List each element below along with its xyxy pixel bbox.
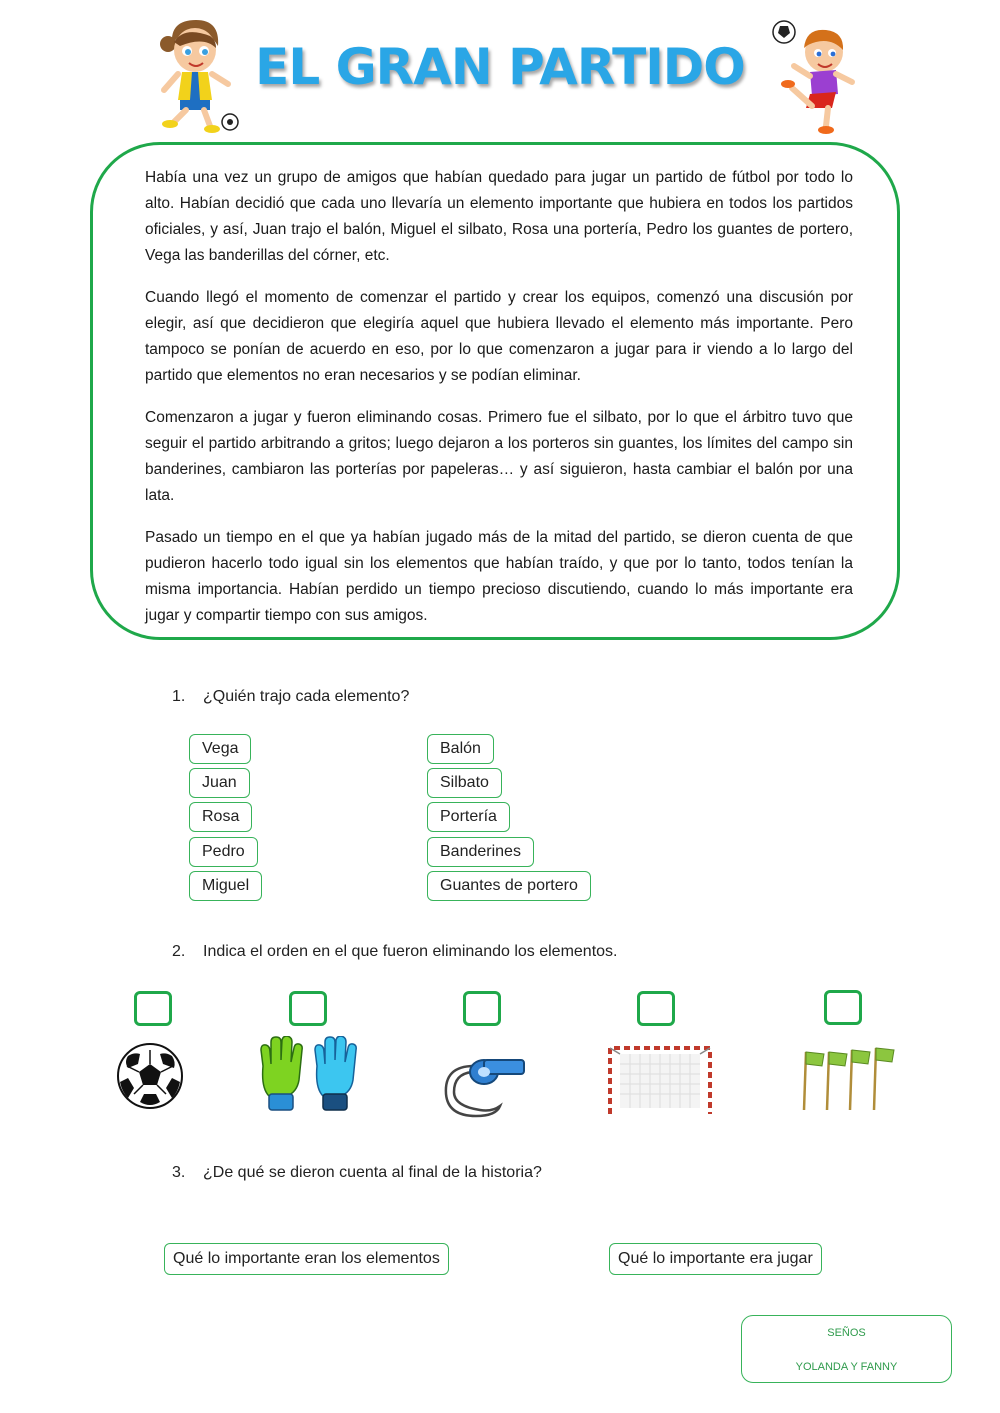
answer-option-elementos[interactable]: Qué lo importante eran los elementos — [164, 1243, 449, 1275]
goalkeeper-gloves-icon — [257, 1036, 357, 1120]
name-chip-juan[interactable]: Juan — [189, 768, 250, 798]
question-text: ¿Quién trajo cada elemento? — [203, 688, 410, 705]
name-chip-rosa[interactable]: Rosa — [189, 802, 252, 832]
boy-kicking-ball-illustration — [766, 18, 858, 136]
question-3 — [172, 1164, 542, 1182]
question-text: ¿De qué se dieron cuenta al final de la historia? — [203, 1164, 542, 1181]
question-number: 3. — [172, 1164, 186, 1181]
credit-line-1: SEÑOS — [827, 1327, 866, 1339]
goal-icon — [606, 1044, 716, 1116]
page-title: EL GRAN PARTIDO — [255, 38, 745, 96]
order-box-gloves[interactable] — [289, 991, 327, 1026]
story-paragraph: Pasado un tiempo en el que ya habían jugado más de la mitad del partido, se dieron cuenta de que pudieron hacerlo todo igual sin los elementos que habían traído, y que por lo tanto, todos tenían la misma importancia. Habían perdido un tiempo precioso discutiendo, cuando lo más importante era jugar y compartir tiempo con sus amigos. — [145, 529, 853, 624]
story-box — [90, 142, 900, 640]
story-paragraph: Comenzaron a jugar y fueron eliminando cosas. Primero fue el silbato, por lo que el árbitro tuvo que seguir el partido arbitrando a gritos; luego dejaron a los porteros sin guantes, los límites del campo sin banderines, cambiaron las porterías por papeleras… y así siguieron, hasta cambiar el balón por una lata. — [145, 409, 853, 504]
order-box-ball[interactable] — [134, 991, 172, 1026]
element-chip-balon[interactable]: Balón — [427, 734, 494, 764]
answer-option-jugar[interactable]: Qué lo importante era jugar — [609, 1243, 822, 1275]
credit-box — [741, 1315, 952, 1383]
corner-flags-icon — [800, 1044, 898, 1112]
whistle-icon — [440, 1046, 530, 1120]
order-box-flags[interactable] — [824, 990, 862, 1025]
question-text: Indica el orden en el que fueron eliminando los elementos. — [203, 943, 618, 960]
name-chip-pedro[interactable]: Pedro — [189, 837, 258, 867]
soccer-ball-icon — [116, 1042, 184, 1110]
name-chip-vega[interactable]: Vega — [189, 734, 251, 764]
name-chip-miguel[interactable]: Miguel — [189, 871, 262, 901]
question-number: 1. — [172, 688, 186, 705]
question-1 — [172, 688, 409, 706]
girl-soccer-player-illustration — [150, 14, 242, 136]
story-paragraph: Cuando llegó el momento de comenzar el partido y crear los equipos, comenzó una discusión por elegir, así que decidieron que elegiría aquel que hubiera llevado el elemento más importante. Pero tampoco se ponían de acuerdo en eso, por lo que comenzaron a jugar para ir viendo a lo largo del partido que elementos no eran necesarios y se podían eliminar. — [145, 289, 853, 384]
element-chip-guantes[interactable]: Guantes de portero — [427, 871, 591, 901]
question-number: 2. — [172, 943, 186, 960]
story-paragraph: Había una vez un grupo de amigos que habían quedado para jugar un partido de fútbol por todo lo alto. Habían decidió que cada uno llevaría un elemento importante que hubiera en todos los partidos oficiales, y así, Juan trajo el balón, Miguel el silbato, Rosa una portería, Pedro los guantes de portero, Vega las banderillas del córner, etc. — [145, 169, 853, 264]
element-chip-silbato[interactable]: Silbato — [427, 768, 502, 798]
element-chip-banderines[interactable]: Banderines — [427, 837, 534, 867]
question-2 — [172, 943, 618, 961]
element-chip-porteria[interactable]: Portería — [427, 802, 510, 832]
order-box-whistle[interactable] — [463, 991, 501, 1026]
credit-line-2: YOLANDA Y FANNY — [795, 1361, 898, 1373]
order-box-goal[interactable] — [637, 991, 675, 1026]
